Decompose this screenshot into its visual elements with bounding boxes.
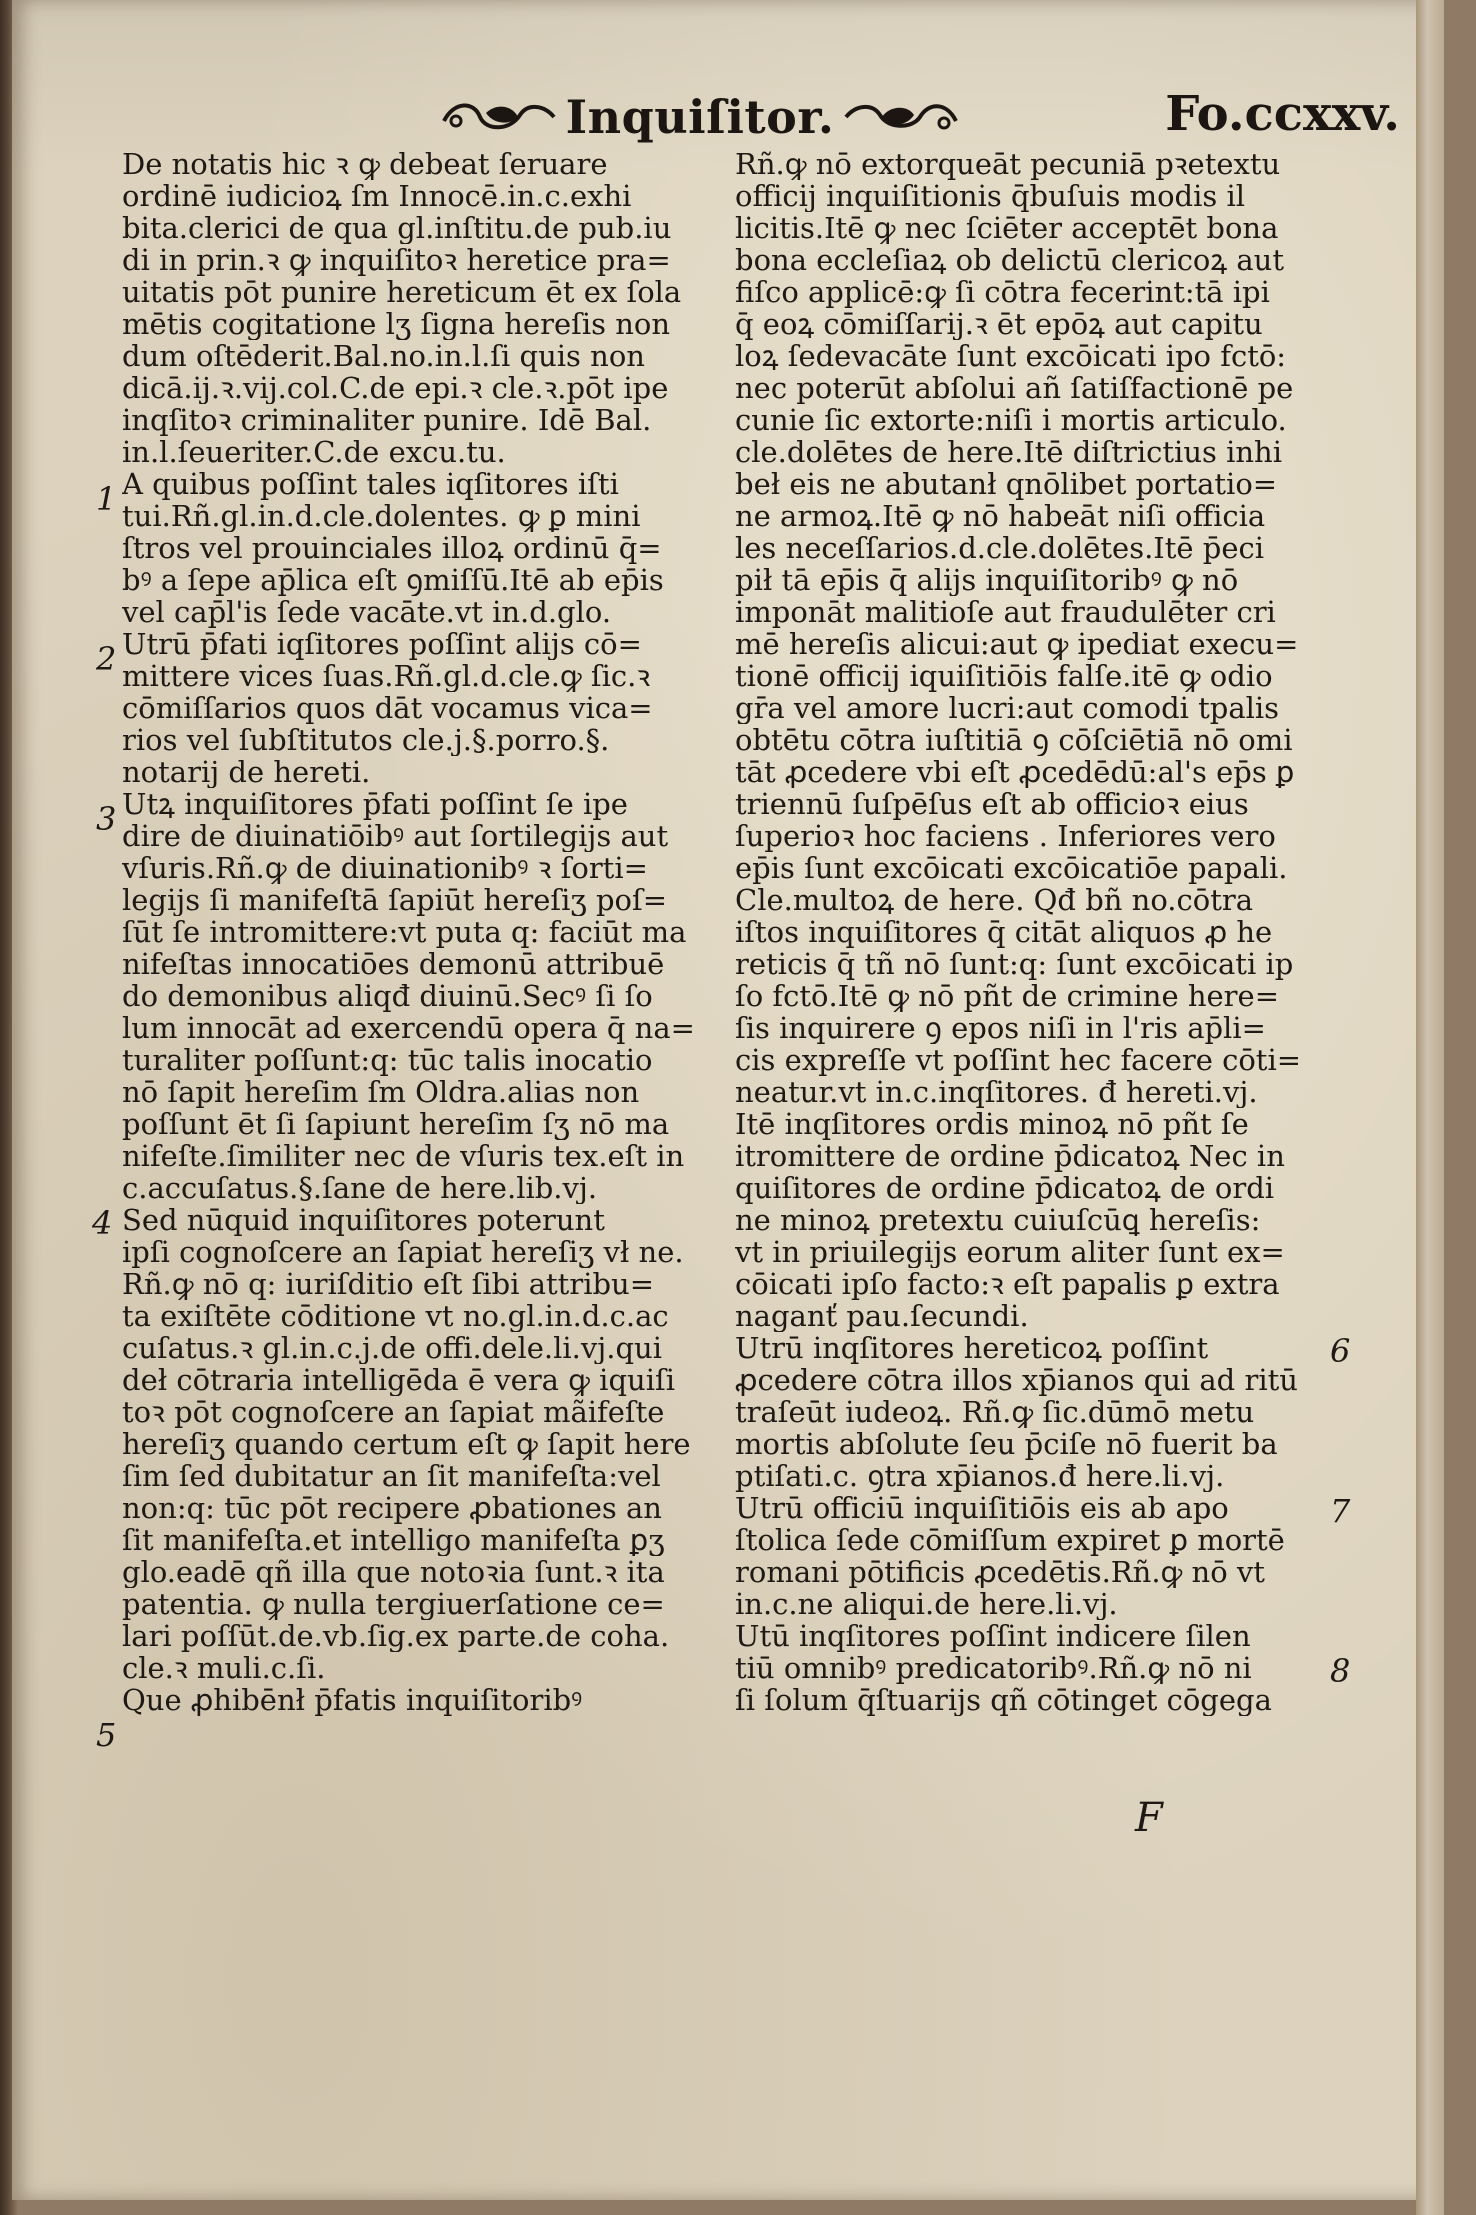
left-column-line: ſūt ſe intromittere:vt puta q: faciūt ma [122,916,687,948]
right-column-line: ꝓcedere cōtra illos xp̄ianos qui ad ritū [735,1364,1298,1396]
right-column-line: neatur.vt in.c.inqſitores. đ hereti.vj. [735,1076,1258,1108]
right-column-line: loꝝ ſedevacāte ſunt excōicati ipo fctō: [735,340,1287,372]
left-column-line: lum innocāt ad exercendū opera q̄ na= [122,1012,695,1044]
left-column-line: legijs ſi manifeſtā ſapiūt hereſiʒ poſ= [122,884,668,916]
left-column-line: ſit manifeſta.et intelligo manifeſta ꝑʒ [122,1524,665,1556]
left-column-line: Sed nūquid inquiſitores poterunt [122,1204,605,1236]
left-column-line: dire de diuinatiōibꝰ aut ſortilegijs aut [122,820,669,852]
right-column-line: ſi ſolum q̄ſtuarijs qñ cōtinget cōgega [735,1684,1272,1716]
left-column-line: cuſatus.ꝛ gl.in.c.j.de offi.dele.li.vj.qui [122,1332,662,1364]
right-column-line: cunie ſic extorte:niſi i mortis articulo. [735,404,1287,436]
left-column-line: patentia. ꝙ nulla tergiuerſatione ce= [122,1588,665,1620]
marginal-number-6: 6 [1330,1332,1351,1370]
left-column-line: di in prin.ꝛ ꝙ inquiſitoꝛ heretice pra= [122,244,671,276]
left-column-line: ſtros vel prouinciales illoꝝ ordinū q̄= [122,532,662,564]
left-column-line: Utꝝ inquiſitores p̄fati poſſint ſe ipe [122,788,628,820]
left-column-line: turaliter poſſunt:q: tūc talis inocatio [122,1044,653,1076]
right-column-line: mortis abſolute ſeu p̄ciſe nō fuerit ba [735,1428,1278,1460]
right-column-line: Rñ.ꝙ nō extorqueāt pecuniā pꝛetextu [735,148,1281,180]
left-column-line: A quibus poſſint tales iqſitores iſti [122,468,619,500]
left-column-line: dicā.ij.ꝛ.vij.col.C.de epi.ꝛ cle.ꝛ.pōt ipe [122,372,669,404]
right-column-line: romani pōtificis ꝓcedētis.Rñ.ꝙ nō vt [735,1556,1265,1588]
left-column-line: cōmiſſarios quos dāt vocamus vica= [122,692,653,724]
marginal-number-1: 1 [96,480,117,518]
right-column-line: vt in priuilegijs eorum aliter ſunt ex= [735,1236,1285,1268]
right-column-line: Cle.multoꝝ de here. Qđ bñ no.cōtra [735,884,1254,916]
right-column-line: fiſco applicē:ꝙ ſi cōtra fecerint:tā ipi [735,276,1270,308]
right-column-line: bona eccleſiaꝝ ob delictū clericoꝝ aut [735,244,1284,276]
left-column-line: tui.Rñ.gl.in.d.cle.dolentes. ꝙ ꝑ mini [122,500,641,532]
left-column-line: De notatis hic ꝛ ꝙ debeat ſeruare [122,148,608,180]
left-column-line: vel cap̄l'is ſede vacāte.vt in.d.glo. [122,596,612,628]
running-header [430,82,970,152]
right-column-line: cis expreſſe vt poſſint hec facere cōti= [735,1044,1302,1076]
right-column-line: tiū omnibꝰ predicatoribꝰ.Rñ.ꝙ nō ni [735,1652,1252,1684]
left-column-line: Que ꝓhibēnł p̄fatis inquiſitoribꝰ [122,1684,583,1716]
left-column-line: Rñ.ꝙ nō q: iuriſditio eſt ſibi attribu= [122,1268,655,1300]
right-column-line: itromittere de ordine p̄dicatoꝝ Nec in [735,1140,1285,1172]
right-column-line: tāt ꝓcedere vbi eſt ꝓcedēdū:al's ep̄s ꝑ [735,756,1295,788]
right-column-line: Utrū officiū inquiſitiōis eis ab apo [735,1492,1229,1524]
left-column-line: toꝛ pōt cognoſcere an ſapiat mãifeſte [122,1396,665,1428]
left-column-line: uitatis pōt punire hereticum ēt ex ſola [122,276,682,308]
left-column-line: nō ſapit hereſim ſm Oldra.alias non [122,1076,640,1108]
left-column-line: mittere vices ſuas.Rñ.gl.d.cle.ꝙ ſic.ꝛ [122,660,651,692]
right-column-line: reticis q̄ tñ nō ſunt:q: ſunt excōicati ip [735,948,1294,980]
right-column-line: traſeūt iudeoꝝ. Rñ.ꝙ ſic.dūmō metu [735,1396,1255,1428]
left-column-line: ipſi cognoſcere an ſapiat hereſiʒ vł ne. [122,1236,684,1268]
folio-number: Fo.ccxxv. [1165,86,1400,142]
marginal-number-7: 7 [1330,1492,1351,1530]
left-column-line: hereſiʒ quando certum eſt ꝙ ſapit here [122,1428,691,1460]
right-column-line: pił tā ep̄is q̄ alijs inquiſitoribꝰ ꝙ nō [735,564,1239,596]
left-column-line: ſim ſed dubitatur an ſit manifeſta:vel [122,1460,661,1492]
left-column-line: lari poſſūt.de.vb.ſig.ex parte.de coha. [122,1620,670,1652]
right-column-line: iſtos inquiſitores q̄ citāt aliquos ꝓ he [735,916,1273,948]
marginal-number-5: 5 [96,1716,117,1754]
right-column-line: ne armoꝝ.Itē ꝙ nō habeāt niſi officia [735,500,1266,532]
left-column-line: cle.ꝛ muli.c.ſi. [122,1652,326,1684]
right-column-line: gr̄a vel amore lucri:aut comodi tpalis [735,692,1280,724]
running-title: Inquiſitor. [565,90,835,144]
marginal-number-3: 3 [96,800,117,838]
right-column-line: les neceſſarios.d.cle.dolētes.Itē p̄eci [735,532,1265,564]
right-column-line: in.c.ne aliqui.de here.li.vj. [735,1588,1118,1620]
right-column-line: officij inquiſitionis q̄buſuis modis il [735,180,1246,212]
left-column-line: non:q: tūc pōt recipere ꝓbationes an [122,1492,662,1524]
left-column-line: rios vel ſubſtitutos cle.j.§.porro.§. [122,724,610,756]
right-column-line: q̄ eoꝝ cōmiſſarij.ꝛ ēt epōꝝ aut capitu [735,308,1263,340]
left-column-line: bita.clerici de qua gl.inſtitu.de pub.iu [122,212,672,244]
right-column-line: Utrū inqſitores hereticoꝝ poſſint [735,1332,1209,1364]
left-column-line: ordinē iudicioꝝ ſm Innocē.in.c.exhi [122,180,632,212]
left-column-line: nifeſte.ſimiliter nec de vſuris tex.eſt in [122,1140,685,1172]
left-column-line: ta exiſtēte cōditione vt no.gl.in.d.c.ac [122,1300,669,1332]
right-column-line: ep̄is ſunt excōicati excōicatiōe papali. [735,852,1288,884]
right-column-line: obtētu cōtra iuſtitiā ꝯ cōſciētiā nō omi [735,724,1293,756]
right-column-line: mē hereſis alicui:aut ꝙ ipediat execu= [735,628,1299,660]
right-column-line: quiſitores de ordine p̄dicatoꝝ de ordi [735,1172,1275,1204]
right-column-line: licitis.Itē ꝙ nec ſciēter acceptēt bona [735,212,1279,244]
right-column-line: ſuperioꝛ hoc faciens . Inferiores vero [735,820,1276,852]
left-column-line: poſſunt ēt ſi ſapiunt hereſim ſʒ nō ma [122,1108,670,1140]
page-edge [1416,0,1444,2215]
left-text-column [122,148,722,1716]
right-column-line: ſis inquirere ꝯ epos niſi in l'ris ap̄li= [735,1012,1266,1044]
left-column-line: notarij de hereti. [122,756,371,788]
left-column-line: deł cōtraria intelligēda ē vera ꝙ iquiſi [122,1364,675,1396]
left-column-line: nifeſtas innocatiōes demonū attribuē [122,948,665,980]
left-column-line: Utrū p̄fati iqſitores poſſint alijs cō= [122,628,642,660]
right-column-line: ſo fctō.Itē ꝙ nō pñt de crimine here= [735,980,1279,1012]
right-column-line: imponāt malitioſe aut fraudulēter cri [735,596,1276,628]
right-column-line: nec poterūt abſolui añ ſatiſfactionē pe [735,372,1294,404]
right-column-line: Utū inqſitores poſſint indicere ſilen [735,1620,1251,1652]
right-column-line: cōicati ipſo facto:ꝛ eſt papalis ꝑ extra [735,1268,1280,1300]
left-column-line: bꝰ a ſepe ap̄lica eſt ꝯmiſſū.Itē ab ep̄is [122,564,664,596]
left-column-line: glo.eadē qñ illa que notoꝛia ſunt.ꝛ ita [122,1556,665,1588]
left-column-line: c.accuſatus.§.ſane de here.lib.vj. [122,1172,598,1204]
right-column-line: tionē officij iquiſitiōis falſe.itē ꝙ odio [735,660,1273,692]
right-column-line: triennū ſuſpēſus eſt ab officioꝛ eius [735,788,1249,820]
marginal-number-4: 4 [92,1204,113,1242]
right-column-line: cle.dolētes de here.Itē diſtrictius inhi [735,436,1283,468]
right-column-line: ne minoꝝ pretextu cuiuſcūꝗ hereſis: [735,1204,1261,1236]
right-column-line: Itē inqſitores ordis minoꝝ nō pñt ſe [735,1108,1249,1140]
signature-mark: F [1135,1795,1163,1841]
marginal-number-2: 2 [96,640,117,678]
right-column-line: naganť pau.ſecundi. [735,1300,1029,1332]
left-column-line: in.l.ſeueriter.C.de excu.tu. [122,436,506,468]
left-column-line: dum oſtēderit.Bal.no.in.l.ſi quis non [122,340,645,372]
left-column-line: mētis cogitatione lʒ ſigna hereſis non [122,308,671,340]
left-column-line: do demonibus aliqđ diuinū.Secꝰ ſi ſo [122,980,653,1012]
right-text-column [735,148,1323,1716]
left-column-line: vſuris.Rñ.ꝙ de diuinationibꝰ ꝛ ſorti= [122,852,648,884]
marginal-number-8: 8 [1330,1652,1351,1690]
left-ornament-icon [440,95,560,139]
right-column-line: ſtolica ſede cōmiſſum expiret ꝑ mortē [735,1524,1285,1556]
left-column-line: inqſitoꝛ criminaliter punire. Idē Bal. [122,404,652,436]
right-column-line: beł eis ne abutanł qnōlibet portatio= [735,468,1278,500]
right-ornament-icon [840,95,960,139]
right-column-line: ptiſati.c. ꝯtra xp̄ianos.đ here.li.vj. [735,1460,1225,1492]
